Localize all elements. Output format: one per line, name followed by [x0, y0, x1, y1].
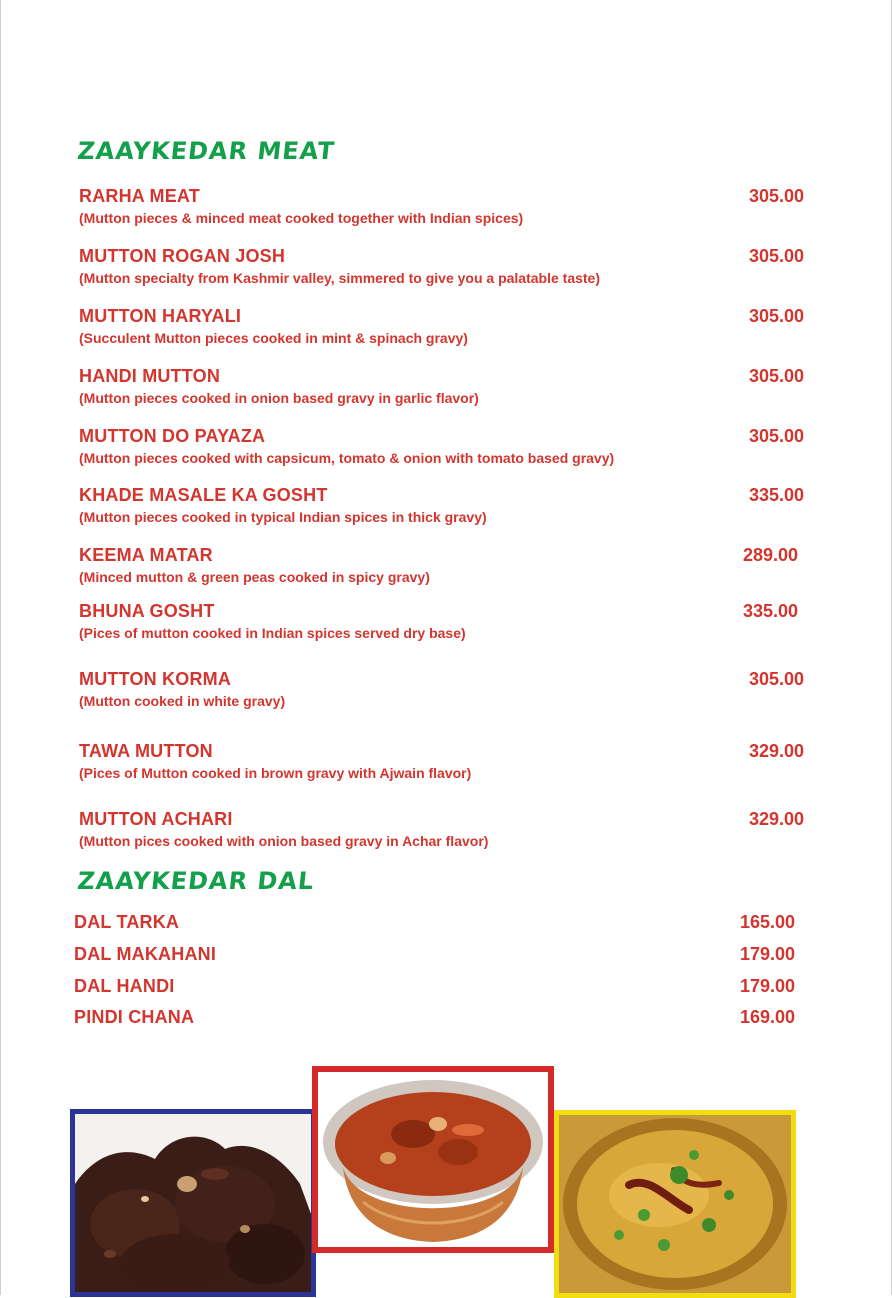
item-price: 165.00: [739, 912, 795, 932]
item-description: (Mutton specialty from Kashmir valley, simmered to give you a palatable taste): [79, 270, 601, 286]
item-name: KEEMA MATAR: [79, 545, 213, 565]
section-title-meat: ZAAYKEDAR MEAT: [76, 137, 337, 165]
item-description: (Minced mutton & green peas cooked in spicy gravy): [79, 569, 430, 585]
item-price: 179.00: [739, 976, 795, 996]
item-name: RARHA MEAT: [79, 186, 200, 206]
menu-item: [79, 246, 804, 286]
menu-item: [74, 976, 795, 997]
item-price: 335.00: [742, 601, 798, 621]
mutton-curry-bowl-photo: [312, 1066, 554, 1253]
menu-item: [79, 485, 804, 525]
item-name: HANDI MUTTON: [79, 366, 221, 386]
item-price: 289.00: [742, 545, 798, 565]
item-price: 305.00: [748, 669, 804, 689]
item-name: MUTTON KORMA: [79, 669, 232, 689]
item-price: 305.00: [748, 426, 804, 446]
item-name: MUTTON HARYALI: [79, 306, 242, 326]
item-name: KHADE MASALE KA GOSHT: [79, 485, 328, 505]
item-price: 305.00: [748, 306, 804, 326]
menu-item: [74, 1007, 795, 1028]
item-name: BHUNA GOSHT: [79, 601, 215, 621]
dal-tadka-photo: [554, 1110, 796, 1298]
menu-item: [79, 306, 804, 346]
item-price: 169.00: [739, 1007, 795, 1027]
menu-item: [79, 186, 804, 226]
menu-item: [79, 809, 804, 849]
item-name: DAL TARKA: [74, 912, 180, 932]
item-name: TAWA MUTTON: [79, 741, 213, 761]
dry-mutton-photo: [70, 1109, 316, 1297]
menu-item: [74, 912, 795, 933]
item-description: (Succulent Mutton pieces cooked in mint & spinach gravy): [79, 330, 468, 346]
item-description: (Pices of Mutton cooked in brown gravy with Ajwain flavor): [79, 765, 472, 781]
item-name: DAL MAKAHANI: [74, 944, 217, 964]
item-description: (Mutton pieces & minced meat cooked together with Indian spices): [79, 210, 524, 226]
item-price: 329.00: [748, 809, 804, 829]
menu-item: [79, 741, 804, 781]
item-price: 335.00: [748, 485, 804, 505]
menu-item: [79, 601, 804, 641]
menu-item: [74, 944, 795, 965]
item-description: (Pices of mutton cooked in Indian spices served dry base): [79, 625, 466, 641]
item-description: (Mutton pieces cooked with capsicum, tomato & onion with tomato based gravy): [79, 450, 615, 466]
item-description: (Mutton pieces cooked in onion based gravy in garlic flavor): [79, 390, 479, 406]
item-name: MUTTON ACHARI: [79, 809, 233, 829]
menu-item: [79, 426, 804, 466]
item-price: 305.00: [748, 366, 804, 386]
item-name: DAL HANDI: [74, 976, 175, 996]
item-name: MUTTON ROGAN JOSH: [79, 246, 286, 266]
section-title-dal: ZAAYKEDAR DAL: [76, 867, 316, 895]
item-description: (Mutton cooked in white gravy): [79, 693, 286, 709]
menu-item: [79, 545, 804, 585]
item-name: MUTTON DO PAYAZA: [79, 426, 266, 446]
item-name: PINDI CHANA: [74, 1007, 195, 1027]
item-price: 179.00: [739, 944, 795, 964]
item-description: (Mutton pices cooked with onion based gravy in Achar flavor): [79, 833, 489, 849]
menu-item: [79, 669, 804, 709]
item-price: 329.00: [748, 741, 804, 761]
item-price: 305.00: [748, 186, 804, 206]
menu-item: [79, 366, 804, 406]
item-description: (Mutton pieces cooked in typical Indian spices in thick gravy): [79, 509, 487, 525]
item-price: 305.00: [748, 246, 804, 266]
